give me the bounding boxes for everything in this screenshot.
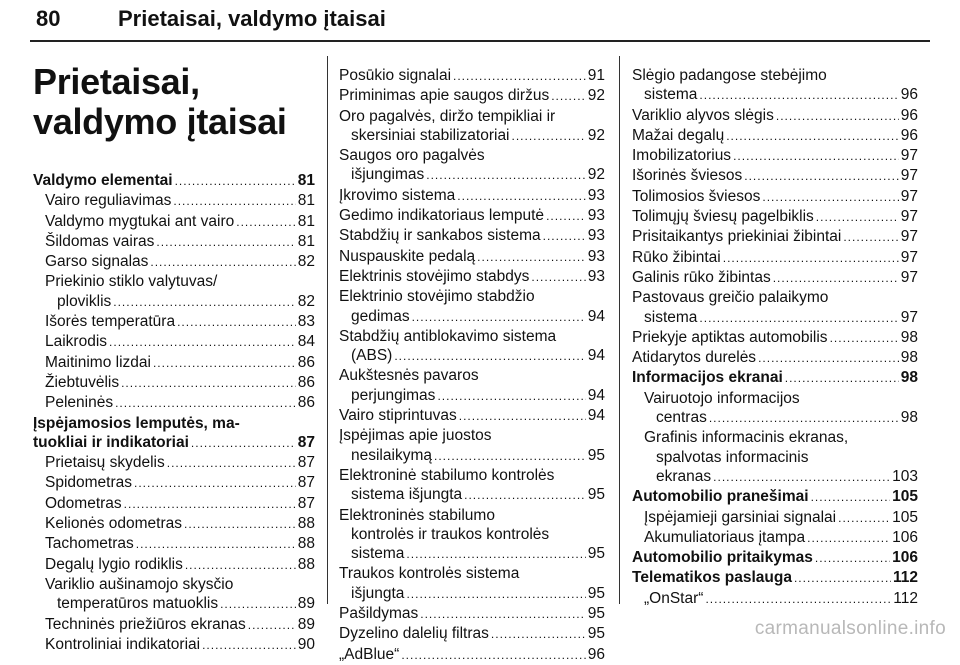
toc-entry — [632, 568, 918, 588]
toc-entry — [33, 555, 315, 575]
toc-entry-title: Tolimosios šviesos — [632, 187, 761, 205]
toc-page-number: 93 — [587, 207, 605, 225]
toc-page-number: 97 — [900, 208, 918, 226]
toc-entry-title: Techninės priežiūros ekranas — [45, 615, 246, 633]
toc-entry — [339, 206, 605, 226]
toc-page-number: 97 — [900, 248, 918, 266]
toc-entry-title: gedimas — [351, 307, 410, 325]
toc-page-number: 95 — [587, 446, 605, 464]
toc-page-number: 103 — [892, 467, 918, 485]
dot-leader — [773, 269, 899, 288]
toc-page-number: 97 — [900, 268, 918, 286]
dot-leader — [394, 347, 585, 366]
dot-leader — [113, 293, 295, 312]
dot-leader — [699, 309, 898, 328]
toc-entry — [33, 292, 315, 312]
toc-entry-title: Variklio alyvos slėgis — [632, 106, 774, 124]
toc-text-line: Stabdžių antiblokavimo sistema — [339, 327, 557, 345]
toc-page-number: 88 — [297, 515, 315, 533]
toc-entry-title: išjungta — [351, 584, 405, 602]
section-title: Prietaisai, valdymo įtaisai — [33, 61, 287, 142]
toc-entry-title: Išorinės šviesos — [632, 167, 743, 185]
dot-leader — [816, 208, 899, 227]
toc-entry-title: Elektrinis stovėjimo stabdys — [339, 267, 530, 285]
dot-leader — [551, 87, 586, 106]
toc-page-number: 96 — [900, 86, 918, 104]
toc-text-line: Variklio aušinamojo skysčio — [45, 575, 234, 593]
toc-page-number: 98 — [900, 328, 918, 346]
toc-entry-title: Posūkio signalai — [339, 67, 452, 84]
toc-entry — [33, 615, 315, 635]
toc-entry-title: Atidarytos durelės — [632, 349, 757, 367]
toc-entry-title: Šildomas vairas — [45, 232, 155, 250]
toc-entry-title: skersiniai stabilizatoriai — [351, 126, 510, 144]
dot-leader — [191, 434, 296, 453]
toc-entry-title: Telematikos paslauga — [632, 569, 792, 587]
watermark: carmanualsonline.info — [754, 618, 946, 639]
toc-text-line: Elektroninės stabilumo — [339, 506, 495, 524]
toc-page-number: 91 — [587, 67, 605, 84]
toc-entry-title: Odometras — [45, 494, 122, 512]
toc-page-number: 81 — [297, 192, 315, 210]
toc-entry — [339, 186, 605, 206]
toc-entry — [632, 126, 918, 146]
dot-leader — [705, 590, 891, 609]
dot-leader — [807, 529, 890, 548]
dot-leader — [464, 486, 586, 505]
toc-text-line: Saugos oro pagalvės — [339, 147, 485, 165]
toc-page-number: 95 — [587, 625, 605, 643]
toc-entry-title: sistema išjungta — [351, 486, 463, 504]
toc-entry — [632, 248, 918, 268]
dot-leader — [167, 454, 296, 473]
dot-leader — [406, 585, 585, 604]
toc-page-number: 97 — [900, 147, 918, 165]
toc-page-number: 82 — [297, 292, 315, 310]
toc-page-number: 105 — [892, 488, 918, 506]
toc-entry-title: Peleninės — [45, 394, 114, 412]
dot-leader — [830, 329, 899, 348]
dot-leader — [843, 228, 898, 247]
toc-page-number: 90 — [297, 635, 315, 653]
toc-entry-title: (ABS) — [351, 347, 393, 365]
toc-text-line: Pastovaus greičio palaikymo — [632, 289, 829, 307]
dot-leader — [202, 636, 296, 655]
toc-page-number: 93 — [587, 247, 605, 265]
toc-entry — [339, 645, 605, 665]
dot-leader — [134, 474, 296, 493]
toc-page-number: 87 — [297, 433, 315, 451]
toc-page-number: 106 — [892, 528, 918, 546]
toc-entry-title: Degalų lygio rodiklis — [45, 555, 183, 573]
toc-entry-title: Įspėjamieji garsiniai signalai — [644, 508, 837, 526]
dot-leader — [236, 213, 296, 232]
toc-entry-title: Vairo reguliavimas — [45, 192, 172, 210]
dot-leader — [150, 253, 295, 272]
toc-page-number: 97 — [900, 187, 918, 205]
dot-leader — [723, 249, 899, 268]
toc-entry — [33, 534, 315, 554]
toc-entry — [632, 508, 918, 528]
toc-entry — [632, 368, 918, 388]
toc-page-number: 96 — [587, 645, 605, 663]
toc-entry — [339, 247, 605, 267]
toc-page-number: 86 — [297, 353, 315, 371]
page-header — [0, 0, 960, 40]
dot-leader — [713, 468, 890, 487]
dot-leader — [115, 394, 296, 413]
dot-leader — [457, 187, 585, 206]
dot-leader — [477, 248, 586, 267]
toc-entry — [632, 548, 918, 568]
toc-entry-title: ekranas — [656, 467, 712, 485]
toc-entry-title: Mažai degalų — [632, 126, 725, 144]
header-rule — [30, 40, 930, 42]
toc-page-number: 87 — [297, 454, 315, 472]
dot-leader — [175, 172, 296, 191]
dot-leader — [785, 369, 899, 388]
dot-leader — [124, 495, 296, 514]
dot-leader — [184, 515, 296, 534]
dot-leader — [453, 67, 586, 86]
dot-leader — [531, 268, 585, 287]
toc-entry-title: Priekyje aptiktas automobilis — [632, 328, 828, 346]
dot-leader — [726, 127, 899, 146]
toc-text-line: Grafinis informacinis ekranas, — [644, 429, 849, 447]
toc-entry-title: Kontroliniai indikatoriai — [45, 635, 201, 653]
toc-entry-title: perjungimas — [351, 386, 436, 404]
toc-entry — [33, 212, 315, 232]
toc-entry — [33, 473, 315, 493]
toc-entry — [33, 373, 315, 393]
toc-page-number: 89 — [297, 595, 315, 613]
toc-entry-title: centras — [656, 409, 707, 427]
toc-entry — [339, 386, 605, 406]
toc-text-line: Priekinio stiklo valytuvas/ — [45, 273, 218, 291]
toc-entry-title: Pašildymas — [339, 605, 419, 623]
toc-entry — [632, 408, 918, 428]
toc-entry-title: temperatūros matuoklis — [57, 595, 219, 613]
dot-leader — [811, 488, 891, 507]
dot-leader — [709, 409, 899, 428]
toc-entry — [339, 226, 605, 246]
toc-entry-title: Galinis rūko žibintas — [632, 268, 771, 286]
toc-entry-title: Prietaisų skydelis — [45, 454, 165, 472]
toc-entry — [339, 544, 605, 564]
toc-entry — [33, 594, 315, 614]
toc-entry-title: Prisitaikantys priekiniai žibintai — [632, 228, 842, 246]
dot-leader — [794, 569, 891, 588]
toc-entry-title: Įkrovimo sistema — [339, 186, 456, 204]
toc-entry — [339, 86, 605, 106]
toc-text-line: Elektroninė stabilumo kontrolės — [339, 466, 555, 484]
toc-entry-title: sistema — [351, 545, 405, 563]
toc-entry-title: Maitinimo lizdai — [45, 353, 151, 371]
toc-text-line: kontrolės ir traukos kontrolės — [351, 525, 550, 543]
toc-column-3 — [632, 66, 918, 609]
toc-page-number: 82 — [297, 253, 315, 271]
toc-entry-title: sistema — [644, 308, 698, 326]
toc-entry-title: Valdymo mygtukai ant vairo — [45, 212, 235, 230]
dot-leader — [546, 207, 586, 226]
toc-entry — [632, 589, 918, 609]
toc-entry — [339, 307, 605, 327]
toc-entry-title: Kelionės odometras — [45, 515, 182, 533]
toc-page-number: 94 — [587, 307, 605, 325]
toc-entry — [339, 346, 605, 366]
toc-entry — [33, 232, 315, 252]
toc-page-number: 98 — [900, 349, 918, 367]
dot-leader — [437, 387, 585, 406]
toc-entry — [33, 171, 315, 191]
toc-entry — [33, 252, 315, 272]
toc-text-line: Įspėjimas apie juostos — [339, 427, 492, 445]
toc-page-number: 92 — [587, 166, 605, 184]
toc-entry — [339, 446, 605, 466]
toc-entry — [33, 332, 315, 352]
toc-page-number: 93 — [587, 267, 605, 285]
dot-leader — [220, 595, 296, 614]
toc-entry-title: Garso signalas — [45, 253, 149, 271]
dot-leader — [412, 308, 586, 327]
dot-leader — [121, 374, 296, 393]
toc-entry — [632, 146, 918, 166]
toc-entry — [339, 584, 605, 604]
toc-entry — [632, 487, 918, 507]
toc-entry — [339, 604, 605, 624]
toc-column-1 — [33, 171, 315, 655]
dot-leader — [543, 227, 586, 246]
dot-leader — [838, 509, 890, 528]
toc-page-number: 94 — [587, 347, 605, 365]
toc-page-number: 95 — [587, 605, 605, 623]
page-number: 80 — [36, 6, 61, 31]
toc-entry — [33, 514, 315, 534]
toc-page-number: 95 — [587, 545, 605, 563]
toc-entry-title: Automobilio pranešimai — [632, 488, 809, 506]
column-divider — [619, 56, 620, 604]
dot-leader — [699, 86, 898, 105]
toc-entry-title: Tolimųjų šviesų pagelbiklis — [632, 208, 814, 226]
toc-entry — [339, 406, 605, 426]
toc-entry — [339, 126, 605, 146]
toc-entry — [339, 485, 605, 505]
toc-entry-title: tuokliai ir indikatoriai — [33, 433, 189, 451]
toc-entry-title: Tachometras — [45, 535, 134, 553]
toc-entry — [632, 528, 918, 548]
toc-page-number: 112 — [893, 589, 918, 607]
dot-leader — [173, 192, 295, 211]
toc-page-number: 88 — [297, 555, 315, 573]
toc-page-number: 88 — [297, 535, 315, 553]
toc-entry — [632, 308, 918, 328]
toc-text-line: Aukštesnės pavaros — [339, 367, 479, 385]
toc-text-line: Vairuotojo informacijos — [644, 389, 800, 407]
toc-page-number: 86 — [297, 394, 315, 412]
toc-entry-title: nesilaikymą — [351, 446, 432, 464]
toc-entry — [33, 393, 315, 413]
toc-entry-title: „AdBlue“ — [339, 645, 400, 663]
toc-page-number: 98 — [900, 369, 918, 387]
toc-page-number: 93 — [587, 227, 605, 245]
toc-page-number: 81 — [297, 212, 315, 230]
toc-text-line: Įspėjamosios lemputės, ma- — [33, 414, 240, 432]
header-title: Prietaisai, valdymo įtaisai — [118, 6, 386, 31]
toc-entry — [33, 312, 315, 332]
toc-entry-title: Dyzelino dalelių filtras — [339, 625, 489, 643]
toc-entry-title: Automobilio pritaikymas — [632, 549, 813, 567]
dot-leader — [185, 556, 296, 575]
toc-entry-title: Rūko žibintai — [632, 248, 721, 266]
dot-leader — [426, 166, 586, 185]
toc-entry-title: sistema — [644, 86, 698, 104]
toc-entry-title: Akumuliatoriaus įtampa — [644, 528, 806, 546]
toc-page-number: 89 — [297, 615, 315, 633]
toc-page-number: 83 — [297, 313, 315, 331]
toc-entry-title: Laikrodis — [45, 333, 108, 351]
toc-entry — [632, 166, 918, 186]
toc-page-number: 94 — [587, 407, 605, 425]
toc-entry — [632, 85, 918, 105]
toc-page-number: 97 — [900, 308, 918, 326]
toc-page-number: 106 — [892, 549, 918, 567]
toc-page-number: 95 — [587, 486, 605, 504]
toc-entry — [339, 165, 605, 185]
toc-text-line: Elektrinio stovėjimo stabdžio — [339, 288, 535, 306]
toc-entry — [632, 207, 918, 227]
toc-page-number: 97 — [900, 167, 918, 185]
toc-entry — [33, 453, 315, 473]
toc-page-number: 112 — [892, 569, 918, 587]
toc-page-number: 86 — [297, 373, 315, 391]
toc-text-line: Oro pagalvės, diržo tempikliai ir — [339, 107, 556, 125]
toc-entry — [33, 191, 315, 211]
dot-leader — [153, 354, 296, 373]
dot-leader — [156, 233, 295, 252]
toc-page-number: 92 — [587, 126, 605, 144]
toc-entry — [632, 106, 918, 126]
toc-entry — [632, 268, 918, 288]
dot-leader — [420, 605, 586, 624]
dot-leader — [762, 188, 898, 207]
toc-text-line: Traukos kontrolės sistema — [339, 565, 520, 583]
toc-text-line: Slėgio padangose stebėjimo — [632, 67, 827, 84]
dot-leader — [744, 167, 898, 186]
toc-entry — [33, 353, 315, 373]
toc-page-number: 81 — [297, 172, 315, 189]
dot-leader — [733, 147, 899, 166]
toc-page-number: 84 — [297, 333, 315, 351]
toc-entry-title: Valdymo elementai — [33, 172, 173, 189]
toc-page-number: 96 — [900, 106, 918, 124]
toc-entry — [33, 635, 315, 655]
column-divider — [327, 56, 328, 604]
toc-entry — [339, 66, 605, 86]
toc-entry — [33, 494, 315, 514]
toc-page-number: 93 — [587, 186, 605, 204]
toc-entry — [339, 267, 605, 287]
toc-entry-title: ploviklis — [57, 292, 112, 310]
toc-page-number: 95 — [587, 584, 605, 602]
dot-leader — [401, 646, 585, 665]
dot-leader — [815, 549, 890, 568]
dot-leader — [109, 333, 296, 352]
toc-entry — [632, 328, 918, 348]
dot-leader — [406, 545, 585, 564]
toc-entry-title: Imobilizatorius — [632, 147, 732, 165]
dot-leader — [434, 447, 586, 466]
toc-page-number: 105 — [892, 508, 918, 526]
toc-entry — [632, 187, 918, 207]
toc-entry-title: Vairo stiprintuvas — [339, 407, 457, 425]
toc-page-number: 97 — [900, 228, 918, 246]
toc-text-line: spalvotas informacinis — [656, 448, 809, 466]
toc-entry-title: Stabdžių ir sankabos sistema — [339, 227, 541, 245]
dot-leader — [512, 127, 586, 146]
dot-leader — [177, 313, 296, 332]
toc-page-number: 81 — [297, 232, 315, 250]
dot-leader — [459, 407, 586, 426]
toc-page-number: 87 — [297, 494, 315, 512]
toc-page-number: 92 — [587, 87, 605, 105]
toc-entry-title: Spidometras — [45, 474, 133, 492]
dot-leader — [758, 349, 899, 368]
toc-entry-title: Nuspauskite pedalą — [339, 247, 476, 265]
toc-entry-title: „OnStar“ — [644, 589, 704, 607]
toc-entry-title: Informacijos ekranai — [632, 369, 783, 387]
toc-page-number: 87 — [297, 474, 315, 492]
toc-entry — [632, 467, 918, 487]
toc-entry-title: išjungimas — [351, 166, 425, 184]
toc-entry-title: Žiebtuvėlis — [45, 373, 120, 391]
toc-entry-title: Priminimas apie saugos diržus — [339, 87, 550, 105]
toc-entry — [632, 227, 918, 247]
toc-page-number: 98 — [900, 409, 918, 427]
dot-leader — [776, 107, 899, 126]
toc-entry — [632, 348, 918, 368]
toc-entry-title: Išorės temperatūra — [45, 313, 176, 331]
dot-leader — [136, 535, 296, 554]
toc-entry — [33, 433, 315, 453]
toc-column-2 — [339, 66, 605, 665]
toc-entry-title: Gedimo indikatoriaus lemputė — [339, 207, 545, 225]
dot-leader — [248, 616, 296, 635]
toc-page-number: 94 — [587, 386, 605, 404]
toc-page-number: 96 — [900, 126, 918, 144]
